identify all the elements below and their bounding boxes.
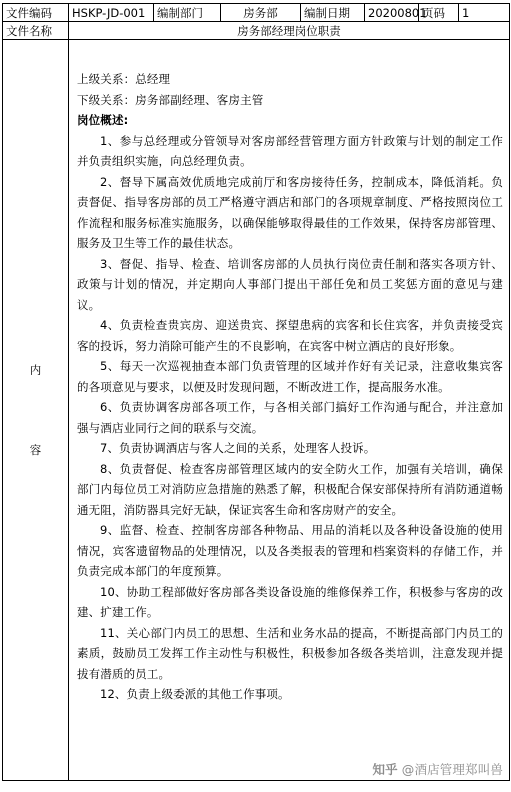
duty-item: 6、负责协调客房部各项工作，与各相关部门搞好工作沟通与配合，并注意加强与酒店业同行之间的联系与交流。 bbox=[77, 400, 503, 435]
content-side-label bbox=[3, 40, 69, 781]
page-value: 1 bbox=[459, 4, 510, 22]
side-spacer bbox=[6, 380, 65, 440]
date-label: 编制日期 bbox=[301, 4, 365, 22]
job-description-table bbox=[2, 3, 510, 781]
duty-item: 3、督促、指导、检查、培训客房部的人员执行岗位责任制和落实各项方针、政策与计划的情况，并定期向人事部门提出干部任免和员工奖惩方面的意见与建议。 bbox=[77, 256, 503, 312]
duty-item: 4、负责检查贵宾房、迎送贵宾、探望患病的宾客和长住宾客，并负责接受宾客的投诉，努力消除可能产生的不良影响，在宾客中树立酒店的良好形象。 bbox=[77, 318, 503, 353]
doc-code-value: HSKP-JD-001 bbox=[69, 4, 154, 22]
dept-label: 编制部门 bbox=[154, 4, 221, 22]
content-cell bbox=[69, 40, 510, 781]
header-row-2 bbox=[3, 22, 510, 40]
duty-item: 10、协助工程部做好客房部各类设备设施的维修保养工作，积极参与客房的改建、扩建工作。 bbox=[77, 584, 503, 619]
date-value: 20200801 bbox=[365, 4, 419, 22]
duty-item: 2、督导下属高效优质地完成前厅和客房接待任务，控制成本，降低消耗。负责督促、指导客房部的员工严格遵守酒店和部门的各项规章制度、严格按照岗位工作流程和服务标准实施服务，以确保能够取得最佳的工作效果，保持客房部管理、服务及卫生等工作的最佳状态。 bbox=[77, 174, 503, 250]
duty-item: 7、负责协调酒店与客人之间的关系，处理客人投诉。 bbox=[100, 441, 376, 455]
duty-item: 9、监督、检查、控制客房部各种物品、用品的消耗以及各种设备设施的使用情况，宾客遗留物品的处理情况，以及各类报表的管理和档案资料的存储工作，并负责完成本部门的年度预算。 bbox=[77, 523, 503, 578]
doc-name-label: 文件名称 bbox=[3, 22, 69, 40]
duty-item: 1、参与总经理或分管领导对客房部经营管理方面方针政策与计划的制定工作并负责组织实施，向总经理负责。 bbox=[77, 133, 503, 168]
watermark-author: @酒店管理郑叫兽 bbox=[401, 761, 503, 777]
header-row-1 bbox=[3, 4, 510, 22]
side-char-2: 容 bbox=[29, 443, 42, 457]
dept-value: 房务部 bbox=[221, 4, 301, 22]
doc-name-value: 房务部经理岗位职责 bbox=[69, 22, 510, 40]
duty-item: 11、关心部门内员工的思想、生活和业务水品的提高，不断提高部门内员工的素质，鼓励员工发挥工作主动性与积极性，积极参加各级各类培训，注意发现并提拔有潜质的员工。 bbox=[77, 625, 503, 681]
doc-code-label: 文件编码 bbox=[3, 4, 69, 22]
duty-item: 8、负责督促、检查客房部管理区域内的安全防火工作，加强有关培训，确保部门内每位员工对消防应急措施的熟悉了解，积极配合保安部保持所有消防通道畅通无阻，消防器具完好无缺，保证宾客生命和客房财产的安全。 bbox=[77, 461, 503, 517]
side-char-1: 内 bbox=[29, 363, 42, 377]
duty-item: 5、每天一次巡视抽查本部门负责管理的区域并作好有关记录，注意收集宾客的各项意见与要求，以便及时发现问题，不断改进工作，提高服务水准。 bbox=[77, 359, 503, 394]
subordinate-relation: 下级关系：房务部副经理、客房主管 bbox=[77, 92, 264, 107]
content-body bbox=[69, 40, 509, 780]
watermark bbox=[372, 760, 503, 781]
overview-title: 岗位概述: bbox=[77, 113, 129, 127]
content-row bbox=[3, 40, 510, 781]
page-label: 页码 bbox=[419, 4, 459, 22]
watermark-brand: 知乎 bbox=[372, 761, 398, 777]
superior-relation: 上级关系：总经理 bbox=[77, 72, 171, 86]
document-sheet bbox=[2, 3, 509, 789]
duty-item: 12、负责上级委派的其他工作事项。 bbox=[100, 687, 290, 701]
